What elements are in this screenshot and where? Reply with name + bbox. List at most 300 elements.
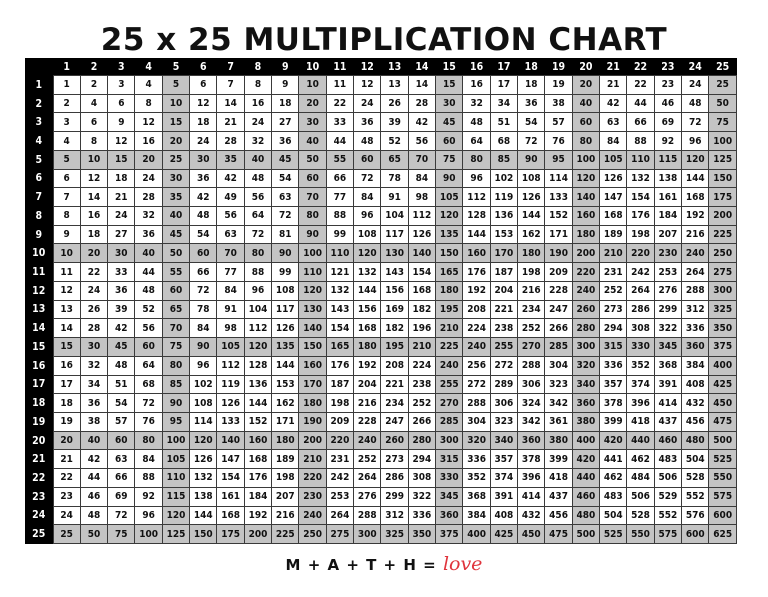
product-cell: 84 [408,169,435,188]
product-cell: 133 [545,188,572,207]
product-cell: 91 [381,188,408,207]
product-cell: 384 [682,356,709,375]
product-cell: 140 [217,431,244,450]
product-cell: 396 [518,469,545,488]
product-cell: 26 [381,94,408,113]
table-row [25,375,737,394]
product-cell: 98 [217,319,244,338]
product-cell: 160 [299,356,326,375]
product-cell: 63 [108,450,135,469]
product-cell: 234 [518,300,545,319]
product-cell: 483 [600,487,627,506]
column-header-row [25,58,737,76]
product-cell: 50 [709,94,737,113]
product-cell: 184 [244,487,271,506]
product-cell: 36 [518,94,545,113]
product-cell: 207 [272,487,299,506]
product-cell: 144 [682,169,709,188]
product-cell: 91 [217,300,244,319]
product-cell: 35 [217,150,244,169]
table-row [25,169,737,188]
corner-cell [25,58,53,76]
product-cell: 13 [53,300,80,319]
product-cell: 68 [135,375,162,394]
product-cell: 250 [299,525,326,544]
product-cell: 391 [490,487,517,506]
product-cell: 110 [627,150,654,169]
product-cell: 40 [572,94,599,113]
product-cell: 275 [709,263,737,282]
product-cell: 450 [709,394,737,413]
product-cell: 30 [162,169,189,188]
product-cell: 154 [326,319,353,338]
product-cell: 360 [518,431,545,450]
column-header: 13 [381,58,408,76]
product-cell: 408 [490,506,517,525]
product-cell: 90 [190,338,217,357]
product-cell: 95 [162,412,189,431]
product-cell: 112 [408,207,435,226]
product-cell: 115 [162,487,189,506]
product-cell: 32 [463,94,490,113]
product-cell: 19 [545,76,572,95]
product-cell: 56 [244,188,271,207]
product-cell: 32 [244,132,271,151]
product-cell: 24 [108,207,135,226]
product-cell: 2 [80,76,107,95]
product-cell: 437 [545,487,572,506]
product-cell: 143 [381,263,408,282]
product-cell: 70 [299,188,326,207]
product-cell: 18 [53,394,80,413]
product-cell: 75 [162,338,189,357]
product-cell: 275 [326,525,353,544]
product-cell: 204 [354,375,381,394]
product-cell: 60 [436,132,463,151]
product-cell: 441 [600,450,627,469]
product-cell: 135 [436,225,463,244]
product-cell: 345 [654,338,681,357]
product-cell: 288 [682,281,709,300]
product-cell: 25 [709,76,737,95]
column-header: 14 [408,58,435,76]
column-header: 8 [244,58,271,76]
product-cell: 418 [545,469,572,488]
product-cell: 105 [436,188,463,207]
product-cell: 36 [108,281,135,300]
product-cell: 69 [108,487,135,506]
table-row [25,300,737,319]
product-cell: 88 [627,132,654,151]
product-cell: 600 [682,525,709,544]
product-cell: 170 [299,375,326,394]
product-cell: 80 [162,356,189,375]
row-header: 23 [25,487,53,506]
product-cell: 253 [326,487,353,506]
product-cell: 34 [80,375,107,394]
product-cell: 368 [463,487,490,506]
product-cell: 126 [518,188,545,207]
product-cell: 408 [682,375,709,394]
table-row [25,450,737,469]
product-cell: 255 [436,375,463,394]
product-cell: 210 [408,338,435,357]
product-cell: 336 [600,356,627,375]
product-cell: 306 [490,394,517,413]
product-cell: 120 [682,150,709,169]
product-cell: 100 [299,244,326,263]
product-cell: 210 [600,244,627,263]
product-cell: 14 [53,319,80,338]
product-cell: 315 [436,450,463,469]
column-header: 25 [709,58,737,76]
product-cell: 90 [518,150,545,169]
product-cell: 8 [244,76,271,95]
product-cell: 60 [299,169,326,188]
product-cell: 42 [80,450,107,469]
product-cell: 252 [518,319,545,338]
product-cell: 42 [190,188,217,207]
product-cell: 138 [654,169,681,188]
product-cell: 42 [108,319,135,338]
product-cell: 12 [135,113,162,132]
column-header: 7 [217,58,244,76]
product-cell: 325 [709,300,737,319]
product-cell: 17 [490,76,517,95]
product-cell: 170 [490,244,517,263]
product-cell: 147 [217,450,244,469]
product-cell: 374 [627,375,654,394]
product-cell: 44 [135,263,162,282]
product-cell: 46 [654,94,681,113]
product-cell: 120 [244,338,271,357]
product-cell: 304 [463,412,490,431]
product-cell: 40 [135,244,162,263]
product-cell: 95 [545,150,572,169]
product-cell: 38 [80,412,107,431]
product-cell: 112 [217,356,244,375]
product-cell: 308 [408,469,435,488]
product-cell: 323 [545,375,572,394]
row-header: 25 [25,525,53,544]
product-cell: 75 [709,113,737,132]
product-cell: 432 [682,394,709,413]
product-cell: 46 [80,487,107,506]
product-cell: 10 [80,150,107,169]
product-cell: 4 [135,76,162,95]
table-row [25,132,737,151]
product-cell: 264 [682,263,709,282]
product-cell: 108 [272,281,299,300]
product-cell: 462 [600,469,627,488]
product-cell: 400 [463,525,490,544]
product-cell: 525 [709,450,737,469]
product-cell: 96 [135,506,162,525]
product-cell: 96 [244,281,271,300]
product-cell: 65 [381,150,408,169]
product-cell: 182 [408,300,435,319]
product-cell: 285 [545,338,572,357]
product-cell: 192 [244,506,271,525]
product-cell: 240 [682,244,709,263]
product-cell: 462 [627,450,654,469]
product-cell: 189 [600,225,627,244]
product-cell: 391 [654,375,681,394]
product-cell: 147 [600,188,627,207]
product-cell: 228 [545,281,572,300]
product-cell: 92 [135,487,162,506]
product-cell: 27 [108,225,135,244]
product-cell: 72 [108,506,135,525]
product-cell: 144 [518,207,545,226]
product-cell: 234 [381,394,408,413]
product-cell: 52 [381,132,408,151]
product-cell: 273 [381,450,408,469]
product-cell: 216 [272,506,299,525]
product-cell: 57 [545,113,572,132]
product-cell: 51 [490,113,517,132]
product-cell: 128 [244,356,271,375]
product-cell: 120 [190,431,217,450]
product-cell: 11 [326,76,353,95]
product-cell: 44 [627,94,654,113]
product-cell: 9 [272,76,299,95]
product-cell: 60 [190,244,217,263]
product-cell: 54 [272,169,299,188]
row-header: 17 [25,375,53,394]
product-cell: 48 [463,113,490,132]
product-cell: 152 [545,207,572,226]
product-cell: 247 [545,300,572,319]
column-header: 10 [299,58,326,76]
product-cell: 120 [436,207,463,226]
product-cell: 16 [80,207,107,226]
product-cell: 35 [162,188,189,207]
row-header: 20 [25,431,53,450]
product-cell: 299 [654,300,681,319]
product-cell: 105 [217,338,244,357]
product-cell: 100 [135,525,162,544]
product-cell: 63 [217,225,244,244]
product-cell: 64 [463,132,490,151]
table-row [25,263,737,282]
product-cell: 168 [600,207,627,226]
product-cell: 231 [600,263,627,282]
product-cell: 40 [162,207,189,226]
product-cell: 70 [162,319,189,338]
product-cell: 70 [217,244,244,263]
product-cell: 210 [436,319,463,338]
product-cell: 17 [53,375,80,394]
product-cell: 180 [436,281,463,300]
product-cell: 500 [709,431,737,450]
product-cell: 352 [627,356,654,375]
product-cell: 60 [572,113,599,132]
product-cell: 69 [654,113,681,132]
product-cell: 176 [463,263,490,282]
row-header: 12 [25,281,53,300]
grid-body [25,76,737,544]
product-cell: 312 [381,506,408,525]
product-cell: 440 [572,469,599,488]
product-cell: 456 [545,506,572,525]
product-cell: 56 [217,207,244,226]
product-cell: 529 [654,487,681,506]
table-row [25,394,737,413]
table-row [25,319,737,338]
product-cell: 45 [162,225,189,244]
product-cell: 315 [600,338,627,357]
product-cell: 44 [80,469,107,488]
product-cell: 252 [408,394,435,413]
product-cell: 84 [217,281,244,300]
product-cell: 273 [600,300,627,319]
product-cell: 330 [627,338,654,357]
product-cell: 78 [381,169,408,188]
product-cell: 176 [244,469,271,488]
product-cell: 3 [108,76,135,95]
product-cell: 506 [627,487,654,506]
product-cell: 13 [381,76,408,95]
column-header: 16 [463,58,490,76]
product-cell: 270 [518,338,545,357]
row-header: 11 [25,263,53,282]
product-cell: 27 [272,113,299,132]
footer-love-script: love [442,553,483,575]
product-cell: 105 [600,150,627,169]
product-cell: 220 [326,431,353,450]
product-cell: 9 [53,225,80,244]
column-header: 23 [654,58,681,76]
product-cell: 51 [108,375,135,394]
product-cell: 336 [682,319,709,338]
product-cell: 168 [354,319,381,338]
product-cell: 575 [709,487,737,506]
product-cell: 98 [408,188,435,207]
product-cell: 200 [299,431,326,450]
product-cell: 357 [490,450,517,469]
product-cell: 192 [354,356,381,375]
product-cell: 161 [654,188,681,207]
product-cell: 150 [190,525,217,544]
product-cell: 204 [490,281,517,300]
product-cell: 26 [80,300,107,319]
product-cell: 24 [80,281,107,300]
table-row [25,94,737,113]
product-cell: 85 [490,150,517,169]
product-cell: 28 [80,319,107,338]
footer-equation: M + A + T + H = [285,556,437,574]
product-cell: 55 [162,263,189,282]
product-cell: 6 [190,76,217,95]
product-cell: 180 [518,244,545,263]
product-cell: 162 [272,394,299,413]
product-cell: 266 [545,319,572,338]
product-cell: 552 [654,506,681,525]
product-cell: 68 [490,132,517,151]
product-cell: 114 [190,412,217,431]
product-cell: 340 [572,375,599,394]
product-cell: 30 [436,94,463,113]
row-header: 1 [25,76,53,95]
product-cell: 153 [272,375,299,394]
product-cell: 20 [572,76,599,95]
product-cell: 300 [709,281,737,300]
product-cell: 28 [135,188,162,207]
product-cell: 550 [627,525,654,544]
product-cell: 36 [190,169,217,188]
product-cell: 550 [709,469,737,488]
product-cell: 154 [627,188,654,207]
product-cell: 56 [135,319,162,338]
column-header: 1 [53,58,80,76]
product-cell: 221 [381,375,408,394]
product-cell: 24 [682,76,709,95]
product-cell: 140 [408,244,435,263]
product-cell: 140 [299,319,326,338]
product-cell: 100 [572,150,599,169]
product-cell: 130 [299,300,326,319]
product-cell: 48 [135,281,162,300]
product-cell: 322 [408,487,435,506]
product-cell: 112 [463,188,490,207]
product-cell: 5 [53,150,80,169]
product-cell: 20 [135,150,162,169]
product-cell: 120 [299,281,326,300]
product-cell: 198 [518,263,545,282]
product-cell: 180 [299,394,326,413]
product-cell: 324 [518,394,545,413]
product-cell: 350 [709,319,737,338]
product-cell: 96 [354,207,381,226]
product-cell: 150 [436,244,463,263]
product-cell: 360 [682,338,709,357]
product-cell: 320 [463,431,490,450]
column-header: 9 [272,58,299,76]
product-cell: 110 [326,244,353,263]
product-cell: 260 [381,431,408,450]
product-cell: 12 [80,169,107,188]
product-cell: 6 [53,169,80,188]
product-cell: 108 [190,394,217,413]
product-cell: 114 [545,169,572,188]
product-cell: 36 [272,132,299,151]
product-cell: 200 [709,207,737,226]
product-cell: 110 [299,263,326,282]
product-cell: 252 [354,450,381,469]
product-cell: 264 [354,469,381,488]
column-header: 19 [545,58,572,76]
product-cell: 130 [381,244,408,263]
column-header: 24 [682,58,709,76]
product-cell: 255 [490,338,517,357]
product-cell: 460 [654,431,681,450]
row-header: 19 [25,412,53,431]
product-cell: 300 [572,338,599,357]
product-cell: 52 [135,300,162,319]
product-cell: 132 [354,263,381,282]
product-cell: 19 [53,412,80,431]
product-cell: 120 [572,169,599,188]
product-cell: 200 [572,244,599,263]
table-row [25,225,737,244]
product-cell: 84 [135,450,162,469]
product-cell: 45 [108,338,135,357]
product-cell: 225 [436,338,463,357]
product-cell: 20 [299,94,326,113]
product-cell: 4 [53,132,80,151]
product-cell: 231 [326,450,353,469]
